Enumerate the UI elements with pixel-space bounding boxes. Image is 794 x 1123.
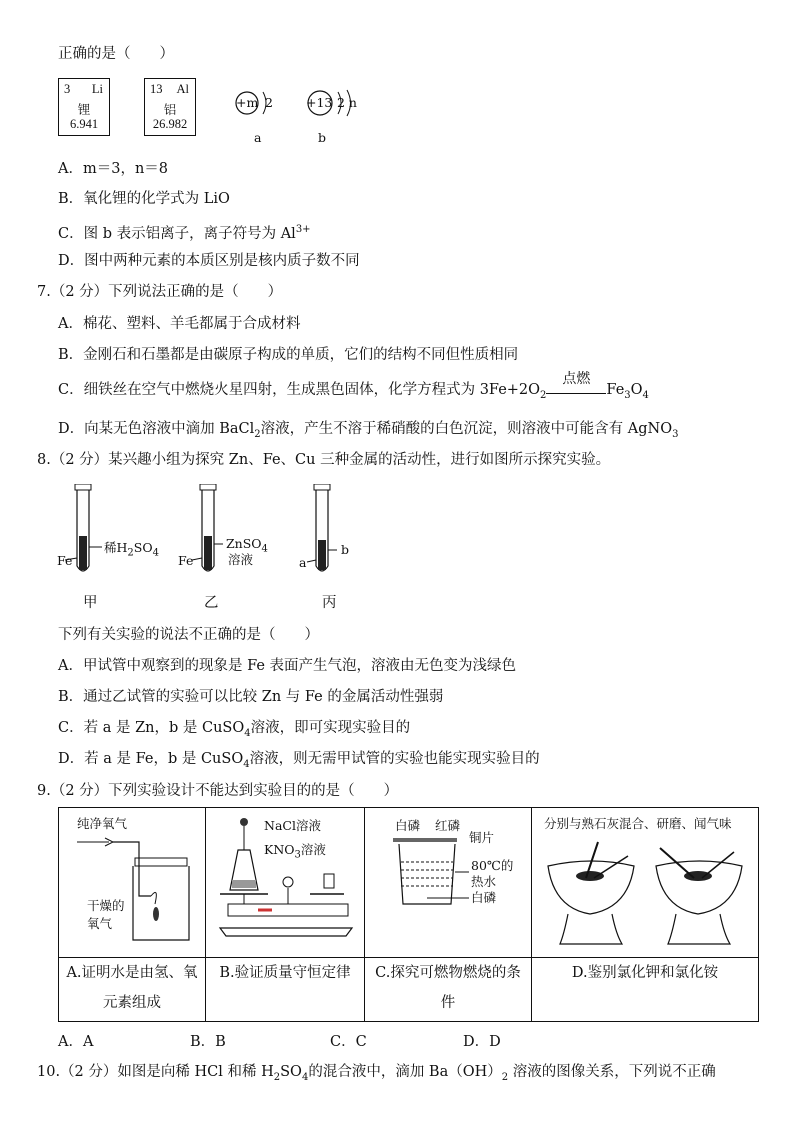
tube1-solution-text: 稀H <box>104 540 128 555</box>
tube2-caption: 乙 <box>204 595 219 611</box>
exp-b-label-kno3 <box>264 840 326 866</box>
exp-b-caption: B.验证质量守恒定律 <box>219 965 351 981</box>
reaction-arrow <box>546 371 606 394</box>
exp-d-caption: D.鉴别氯化钾和氯化铵 <box>571 965 719 981</box>
tube1-solution <box>104 538 159 564</box>
exp-a-label-gas: 氧气 <box>87 916 113 931</box>
exp-c-label-white-p: 白磷 <box>395 818 421 833</box>
atom-a-nucleus: +m <box>236 95 259 110</box>
cuso4-subscript-d: 4 <box>243 758 250 770</box>
atom-a-shell: 2 <box>265 95 273 110</box>
q8-option-c <box>58 718 410 744</box>
al-atomic-number: 13 <box>150 82 163 96</box>
exp-a-caption-1: A.证明水是由氢、氧 <box>66 965 198 981</box>
al-mass: 26.982 <box>152 117 188 131</box>
exp-cell-a-caption <box>59 958 206 1022</box>
q10-so4-subscript: 4 <box>301 1071 309 1083</box>
q10-stem <box>37 1062 716 1088</box>
exp-c-caption-1: C.探究可燃物燃烧的条 <box>375 965 521 981</box>
tube3-caption: 丙 <box>322 595 337 611</box>
exp-d-label: 分别与熟石灰混合、研磨、闻气味 <box>544 816 732 831</box>
q8-option-c-tail: 溶液，即可实现实验目的 <box>250 720 411 736</box>
atom-a-caption: a <box>254 130 262 145</box>
q7-option-b: B．金刚石和石墨都是由碳原子构成的单质，它们的结构不同但性质相同 <box>58 347 519 363</box>
q9-choice-b: B．B <box>190 1034 226 1050</box>
q6-option-b: B．氧化锂的化学式为 LiO <box>58 191 230 207</box>
product-fe: Fe <box>606 382 625 398</box>
q8-stem: 8.（2 分）某兴趣小组为探究 Zn、Fe、Cu 三种金属的活动性，进行如图所示探究实验。 <box>37 452 611 468</box>
q9-choice-c: C．C <box>330 1034 367 1050</box>
fe-subscript: 3 <box>624 389 631 401</box>
q7-option-c-text: C．细铁丝在空气中燃烧火星四射，生成黑色固体，化学方程式为 3Fe+2O <box>58 382 541 398</box>
al-symbol: Al <box>176 82 189 96</box>
exp-a-label-oxygen: 纯净氧气 <box>77 816 128 831</box>
exp-c-label-red-p: 红磷 <box>435 818 461 833</box>
q9-choice-a: A．A <box>58 1034 94 1050</box>
cuso4-subscript-c: 4 <box>244 727 251 739</box>
exp-cell-c-caption <box>365 958 532 1022</box>
q10-stem-1: 10.（2 分）如图是向稀 HCl 和稀 H <box>37 1064 274 1080</box>
li-symbol: Li <box>91 82 103 96</box>
exp-c-label-copper: 铜片 <box>469 830 495 845</box>
exp-cell-b-image <box>206 808 365 958</box>
q8-option-a: A．甲试管中观察到的现象是 Fe 表面产生气泡，溶液由无色变为浅绿色 <box>58 658 517 674</box>
tube1-metal: Fe <box>57 553 73 568</box>
atom-b-shell: 2 n <box>337 95 357 110</box>
tube3-metal: a <box>299 555 307 570</box>
exp-c-caption-2: 件 <box>440 995 456 1011</box>
test-tubes-figure <box>55 484 375 584</box>
tube2-solution-text: ZnSO <box>226 536 262 551</box>
kno3-text: KNO <box>264 842 295 857</box>
atom-b-caption: b <box>318 130 327 145</box>
tube2-metal: Fe <box>178 553 194 568</box>
o-subscript: 4 <box>642 389 649 401</box>
q7-option-c <box>58 371 649 406</box>
exp-c-label-temp: 80℃的 <box>471 858 514 873</box>
li-atomic-number: 3 <box>64 82 71 96</box>
q9-choice-d: D．D <box>463 1034 501 1050</box>
q7-stem: 7.（2 分）下列说法正确的是（ ） <box>37 284 283 300</box>
bacl2-subscript: 2 <box>254 428 261 440</box>
exp-cell-c-image <box>365 808 532 958</box>
q10-h2-subscript: 2 <box>273 1071 281 1083</box>
tube1-solution-text2: SO <box>133 540 153 555</box>
q8-option-d-text: D．若 a 是 Fe，b 是 CuSO <box>58 751 244 767</box>
q7-option-a: A．棉花、塑料、羊毛都属于合成材料 <box>58 316 301 332</box>
q8-option-c-text: C．若 a 是 Zn，b 是 CuSO <box>58 720 245 736</box>
li-mass: 6.941 <box>69 117 99 131</box>
exp-b-label-nacl: NaCl溶液 <box>264 818 321 833</box>
q10-stem-2: SO <box>280 1064 302 1080</box>
q8-option-d <box>58 749 540 775</box>
h2-subscript: 2 <box>127 547 134 559</box>
reaction-condition: 点燃 <box>562 371 591 387</box>
kno3-tail: 溶液 <box>300 842 326 857</box>
q10-oh2-subscript: 2 <box>501 1071 509 1083</box>
exp-cell-d-caption <box>532 958 759 1022</box>
al-name: 铝 <box>163 103 177 117</box>
exp-a-caption-2: 元素组成 <box>103 995 161 1011</box>
agno3-subscript: 3 <box>672 428 679 440</box>
q6-option-c <box>58 220 311 244</box>
tube2-solution-label: 溶液 <box>228 552 254 567</box>
q10-stem-4: 溶液的图像关系，下列说不正确 <box>508 1064 716 1080</box>
exp-a-label-dry: 干燥的 <box>87 898 125 913</box>
znso4-subscript: 4 <box>261 543 268 555</box>
li-element-card <box>58 78 110 136</box>
li-name: 锂 <box>77 103 91 117</box>
q6-stem-tail: 正确的是（ ） <box>58 46 174 62</box>
q7-option-d <box>58 419 678 445</box>
q8-option-b: B．通过乙试管的实验可以比较 Zn 与 Fe 的金属活动性强弱 <box>58 689 444 705</box>
q7-option-d-text1: D．向某无色溶液中滴加 BaCl <box>58 421 255 437</box>
q10-stem-3: 的混合液中，滴加 Ba（OH） <box>308 1064 502 1080</box>
tube1-caption: 甲 <box>83 595 98 611</box>
experiment-table <box>58 807 759 1022</box>
q8-question: 下列有关实验的说法不正确的是（ ） <box>58 627 319 643</box>
kno3-subscript: 3 <box>294 849 301 861</box>
atom-b-nucleus: +13 <box>306 95 333 110</box>
exp-cell-d-image <box>532 808 759 958</box>
q8-option-d-tail: 溶液，则无需甲试管的实验也能实现实验目的 <box>249 751 540 767</box>
q9-stem: 9.（2 分）下列实验设计不能达到实验目的的是（ ） <box>37 783 399 799</box>
exp-c-label-white-p2: 白磷 <box>471 890 497 905</box>
al-ion-charge: 3+ <box>295 224 311 235</box>
tube3-solution: b <box>341 542 350 557</box>
q6-option-d: D．图中两种元素的本质区别是核内质子数不同 <box>58 253 360 269</box>
q7-option-d-text2: 溶液，产生不溶于稀硝酸的白色沉淀，则溶液中可能含有 AgNO <box>260 421 673 437</box>
product-o: O <box>630 382 643 398</box>
exp-cell-a-image <box>59 808 206 958</box>
exp-c-label-water: 热水 <box>471 874 497 889</box>
al-element-card <box>144 78 196 136</box>
so4-subscript: 4 <box>152 547 159 559</box>
o2-subscript: 2 <box>540 389 547 401</box>
q6-option-c-text: C．图 b 表示铝离子，离子符号为 Al <box>58 225 296 242</box>
q6-option-a: A．m＝3，n＝8 <box>58 161 169 177</box>
exp-cell-b-caption <box>206 958 365 1022</box>
